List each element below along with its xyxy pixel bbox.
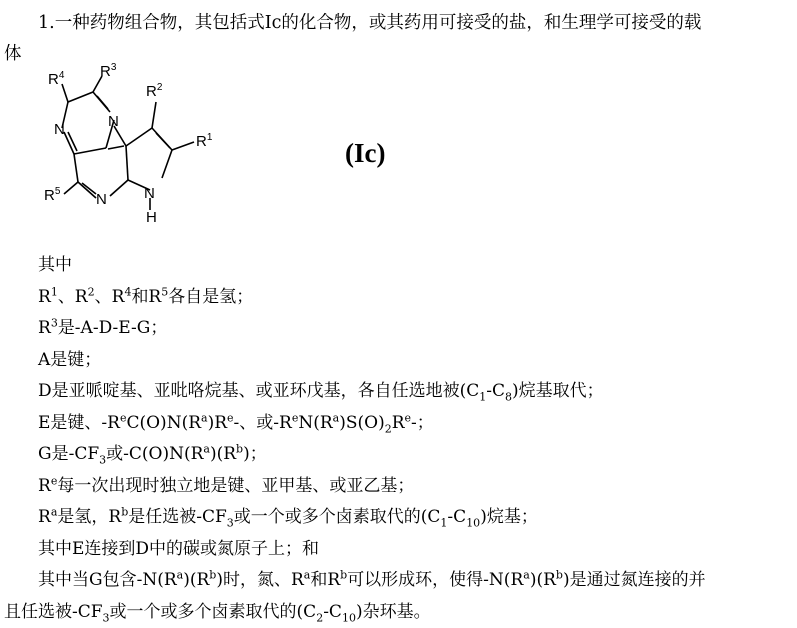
def-line: $R^a$是氢，$R^b$是任选被$-CF_3$或一个或多个卤素取代的$(C_1-C_{10})$烷基； [0,502,797,534]
svg-text:R2: $R^2$ [146,82,163,100]
svg-text:R3: $R^3$ [100,62,117,80]
def-line: $R^1$、$R^2$、$R^4$和$R^5$各自是氢； [0,282,797,314]
claim-line-1: 1.一种药物组合物，其包括式Ic的化合物，或其药用可接受的盐，和生理学可接受的载 [4,8,790,39]
def-line: G是$-CF_3$或$-C(O)N(R^a)(R^b)$； [0,439,797,471]
atom-n: N [108,113,119,130]
svg-text:R1: $R^1$ [196,132,213,150]
formula-label: (Ic) [345,138,385,169]
atom-h: H [146,209,157,226]
def-line: 其中当G包含$-N(R^a)(R^b)$时，氮、$R^a$和$R^b$可以形成环，使得$-N(R^a)(R^b)$是通过氮连接的并 [0,565,797,597]
def-line: 其中 [0,250,797,282]
def-line: 其中E连接到D中的碳或氮原子上；和 [0,534,797,566]
def-line: $R^3$是-A-D-E-G； [0,313,797,345]
svg-text:R5: $R^5$ [44,186,61,204]
atom-n: N [144,185,155,202]
def-line: A是键； [0,345,797,377]
atom-n: N [54,121,65,138]
def-line: 且任选被$-CF_3$或一个或多个卤素取代的$(C_2-C_{10})$杂环基。 [0,597,797,628]
claim-line-2: 体 [4,39,790,70]
svg-text:R4: $R^4$ [48,70,65,88]
def-line: $R^e$每一次出现时独立地是键、亚甲基、或亚乙基； [0,471,797,503]
def-line: D是亚哌啶基、亚吡咯烷基、或亚环戊基，各自任选地被$(C_1-C_8)$烷基取代； [0,376,797,408]
atom-n: N [96,191,107,208]
chemical-structure [38,70,278,240]
claim-intro [4,8,790,70]
definitions [0,250,797,628]
def-line: E是键、$-R^eC(O)N(R^a)R^e-$、或$-R^eN(R^a)S(O)_2R^e-$； [0,408,797,440]
